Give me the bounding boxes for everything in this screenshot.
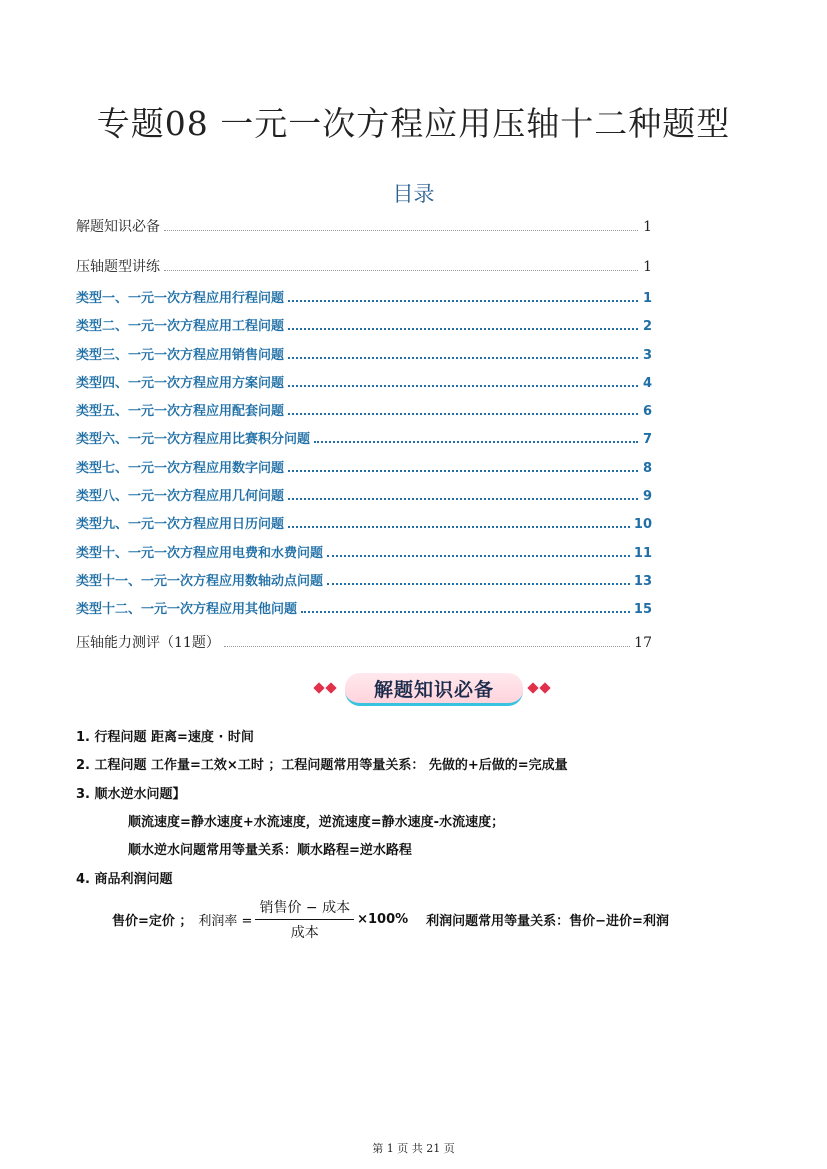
toc-entry[interactable] [76,598,652,618]
toc-entry-page: 4 [642,376,652,391]
toc-entry[interactable] [76,632,652,652]
toc-leader-dots [288,374,638,387]
toc-entry-label: 解题知识必备 [76,219,160,235]
toc-entry-page: 15 [633,602,652,617]
toc-leader-dots [288,402,638,415]
diamond-icon [527,682,538,693]
toc-entry[interactable] [76,513,652,533]
toc-entry[interactable] [76,315,652,335]
toc-leader-dots [288,346,638,359]
toc-entry-page: 3 [642,348,652,363]
toc-entry-label: 类型六、一元一次方程应用比赛积分问题 [76,432,311,447]
toc-entry-label: 类型三、一元一次方程应用销售问题 [76,348,285,363]
toc-entry-page: 1 [642,291,652,306]
toc-leader-dots [301,600,630,613]
content-line-5: 顺水逆水问题常用等量关系：顺水路程=逆水路程 [128,843,412,858]
toc-leader-dots [164,258,638,271]
toc-leader-dots [314,430,638,443]
toc-entry-page: 1 [643,259,652,275]
page-title: 专题08 一元一次方程应用压轴十二种题型 [96,104,731,143]
toc-entry-page: 13 [633,574,652,589]
toc-entry-label: 类型一、一元一次方程应用行程问题 [76,291,285,306]
toc-entry-label: 压轴题型讲练 [76,259,160,275]
diamond-icon [539,682,550,693]
toc-entry[interactable] [76,344,652,364]
toc-leader-dots [288,515,630,528]
toc-entry-label: 类型十、一元一次方程应用电费和水费问题 [76,546,324,561]
toc-entry[interactable] [76,485,652,505]
toc-entry-label: 类型九、一元一次方程应用日历问题 [76,517,285,532]
toc-entry-label: 类型八、一元一次方程应用几何问题 [76,489,285,504]
toc-entry-page: 10 [633,517,652,532]
formula-prefix: 售价=定价 ； [112,914,193,929]
toc-entry[interactable] [76,428,652,448]
toc-entry-page: 8 [642,461,652,476]
toc-entry-label: 类型四、一元一次方程应用方案问题 [76,376,285,391]
toc-leader-dots [288,487,638,500]
diamond-icon [313,682,324,693]
content-line-3: 3. 顺水逆水问题】 [76,787,186,802]
toc-entry-label: 类型七、一元一次方程应用数字问题 [76,461,285,476]
toc-leader-dots [164,218,638,231]
toc-entry-page: 6 [642,404,652,419]
formula-lhs: 利润率 = [198,914,253,929]
toc-entry[interactable] [76,457,652,477]
section-banner [313,671,515,705]
toc-leader-dots [288,289,638,302]
toc-leader-dots [288,317,638,330]
fraction [255,897,354,942]
banner-label: 解题知识必备 [345,673,523,706]
toc-entry[interactable] [76,256,652,276]
toc-entry-page: 7 [642,432,652,447]
toc-entry-page: 1 [643,219,652,235]
toc-leader-dots [224,634,630,647]
fraction-denominator: 成本 [290,925,319,941]
toc-entry-label: 类型二、一元一次方程应用工程问题 [76,319,285,334]
toc-entry[interactable] [76,372,652,392]
content-line-1: 1. 行程问题 距离=速度 · 时间 [76,730,254,745]
toc-entry[interactable] [76,287,652,307]
content-line-4: 顺流速度=静水速度+水流速度，逆流速度=静水速度-水流速度； [128,815,505,830]
content-line-6: 4. 商品利润问题 [76,872,173,887]
toc-leader-dots [288,459,638,472]
toc-entry-label: 类型十一、一元一次方程应用数轴动点问题 [76,574,324,589]
toc-entry-label: 压轴能力测评（11题） [76,635,220,651]
toc-entry-page: 2 [642,319,652,334]
profit-formula [112,897,669,942]
toc-leader-dots [327,544,630,557]
toc-entry-page: 17 [634,635,652,651]
toc-entry[interactable] [76,400,652,420]
toc-entry[interactable] [76,216,652,236]
fraction-numerator: 销售价 − 成本 [255,897,354,920]
formula-suffix: ×100% [357,912,409,927]
toc-entry[interactable] [76,570,652,590]
page-footer: 第 1 页 共 21 页 [372,1142,455,1155]
content-line-2: 2. 工程问题 工作量=工效×工时 ；工程问题常用等量关系： 先做的+后做的=完成量 [76,758,568,773]
diamond-icon [325,682,336,693]
toc-entry-label: 类型五、一元一次方程应用配套问题 [76,404,285,419]
toc-entry-page: 9 [642,489,652,504]
toc-leader-dots [327,572,630,585]
formula-relation: 利润问题常用等量关系：售价−进价=利润 [426,914,669,929]
toc-heading: 目录 [392,182,435,206]
toc-entry[interactable] [76,542,652,562]
toc-entry-page: 11 [633,546,652,561]
toc-entry-label: 类型十二、一元一次方程应用其他问题 [76,602,298,617]
